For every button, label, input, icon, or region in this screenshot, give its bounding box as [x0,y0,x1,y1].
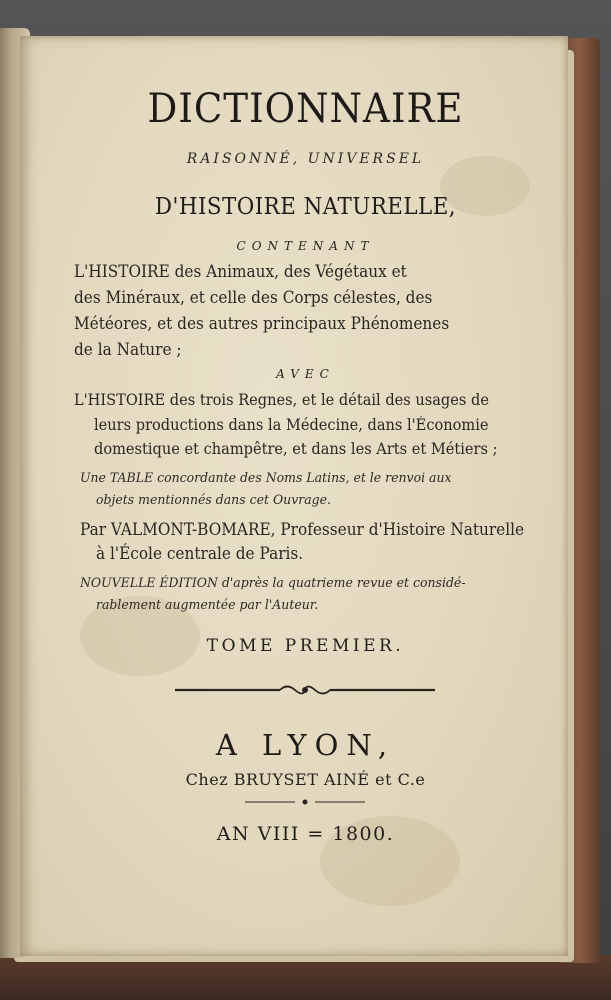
publisher-line: Chez BRUYSET AINÉ et C.e [185,770,426,789]
edition-line: NOUVELLE ÉDITION d'après la quatrieme revue et considé- [80,576,466,591]
subtitle-line-2: D'HISTOIRE NATURELLE, [154,194,457,220]
avec-heading: AVEC [276,367,335,381]
book-title: DICTIONNAIRE [147,86,464,132]
volume-label: TOME PREMIER. [206,636,405,656]
contents-line: Météores, et des autres principaux Phénomenes [74,314,450,333]
table-line: objets mentionnés dans cet Ouvrage. [96,493,332,508]
table-line: Une TABLE concordante des Noms Latins, et le renvoi aux [80,471,452,486]
avec-line: leurs productions dans la Médecine, dans l'Économie [94,416,489,434]
avec-line: domestique et champêtre, et dans les Arts et Métiers ; [94,440,498,458]
edition-line: rablement augmentée par l'Auteur. [96,598,319,613]
author-line: Par VALMONT-BOMARE, Professeur d'Histoire Naturelle [80,520,525,539]
place-of-publication: A LYON, [215,728,396,762]
contents-line: de la Nature ; [74,340,182,359]
contenant-heading: CONTENANT [236,239,375,253]
avec-line: L'HISTOIRE des trois Regnes, et le détail des usages de [74,391,489,409]
contents-line: L'HISTOIRE des Animaux, des Végétaux et [74,262,407,281]
publication-date: AN VIII = 1800. [216,823,395,845]
contents-line: des Minéraux, et celle des Corps célestes, des [74,288,433,307]
subtitle-line-1: RAISONNÉ, UNIVERSEL [186,151,425,167]
ornamental-rule [175,680,435,700]
author-line: à l'École centrale de Paris. [96,544,304,563]
small-ornament [245,796,365,808]
